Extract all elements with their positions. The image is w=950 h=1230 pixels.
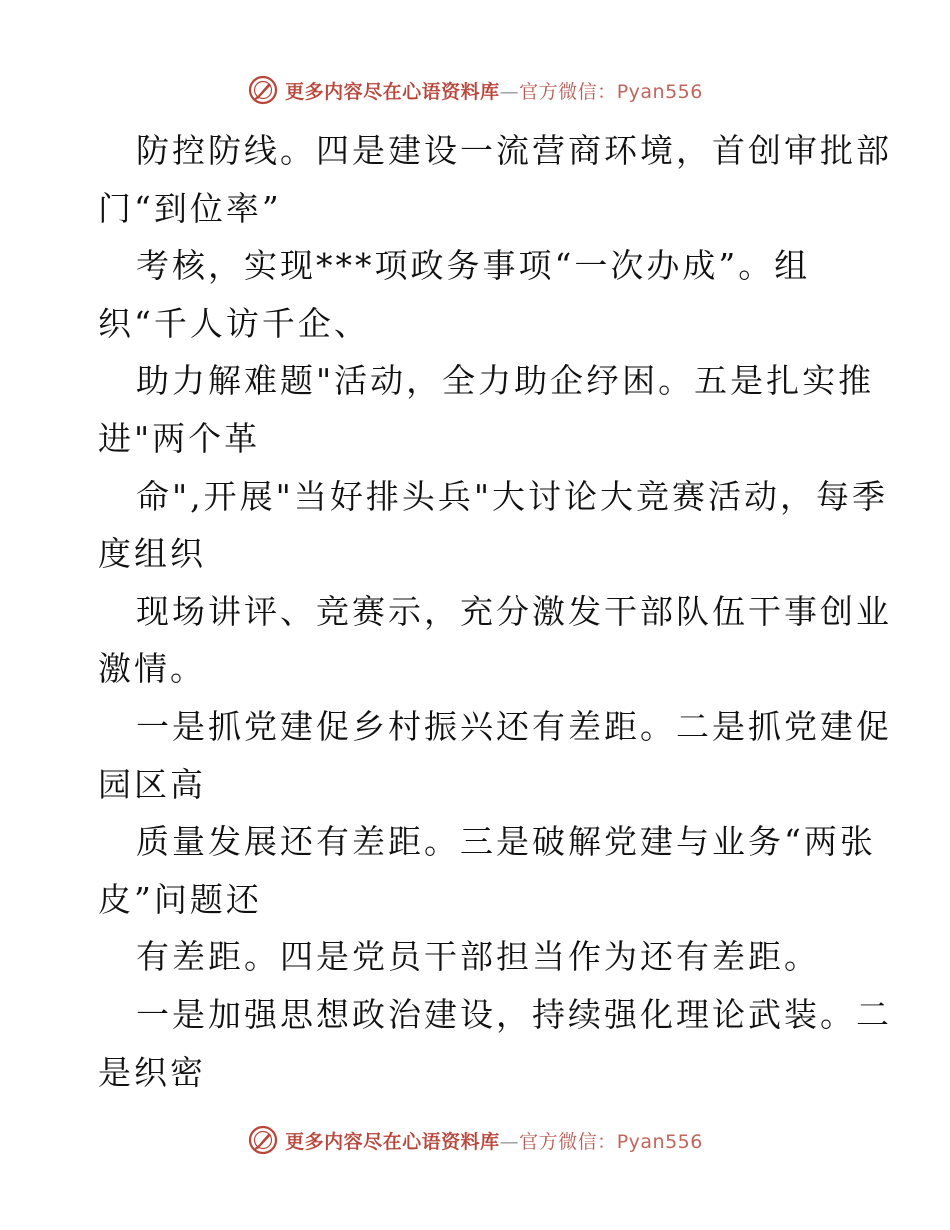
body-line: 质量发展还有差距。三是破解党建与业务“两张 (136, 822, 876, 862)
body-line: 是织密 (98, 1052, 206, 1092)
body-line: 皮”问题还 (98, 879, 262, 919)
header-banner-sub: 官方微信： (519, 80, 617, 103)
body-line: 园区高 (98, 764, 206, 804)
header-banner-main: 更多内容尽在心语资料库 (285, 80, 500, 103)
body-line: 有差距。四是党员干部担当作为还有差距。 (136, 937, 820, 977)
body-line: 进"两个革 (98, 418, 261, 458)
footer-banner (0, 1120, 950, 1160)
footer-banner-handle: Pyan556 (616, 1130, 703, 1153)
body-line: 门“到位率” (98, 188, 282, 228)
footer-banner-text (285, 1127, 703, 1154)
body-line: 考核，实现***项政务事项“一次办成”。组 (136, 246, 811, 286)
body-line: 度组织 (98, 534, 206, 574)
body-line: 现场讲评、竞赛示，充分激发干部队伍干事创业 (136, 591, 892, 631)
body-line: 一是抓党建促乡村振兴还有差距。二是抓党建促 (136, 706, 892, 746)
header-banner-handle: Pyan556 (616, 80, 703, 103)
footer-banner-main: 更多内容尽在心语资料库 (285, 1130, 500, 1153)
body-line: 防控防线。四是建设一流营商环境，首创审批部 (136, 131, 892, 170)
header-banner-dash: — (499, 80, 520, 103)
footer-banner-sub: 官方微信： (519, 1130, 617, 1153)
footer-banner-dash: — (499, 1130, 520, 1153)
body-line: 一是加强思想政治建设，持续强化理论武装。二 (136, 994, 892, 1034)
body-line: 命",开展"当好排头兵"大讨论大竞赛活动，每季 (136, 476, 889, 516)
document-body (98, 122, 892, 1101)
feather-pen-logo-icon (247, 1124, 279, 1156)
body-line: 助力解难题"活动，全力助企纾困。五是扎实推 (136, 361, 875, 401)
body-line: 激情。 (98, 649, 206, 689)
feather-pen-logo-icon (247, 74, 279, 106)
body-line: 织“千人访千企、 (98, 303, 370, 343)
header-banner (0, 70, 950, 110)
header-banner-text (285, 77, 703, 104)
